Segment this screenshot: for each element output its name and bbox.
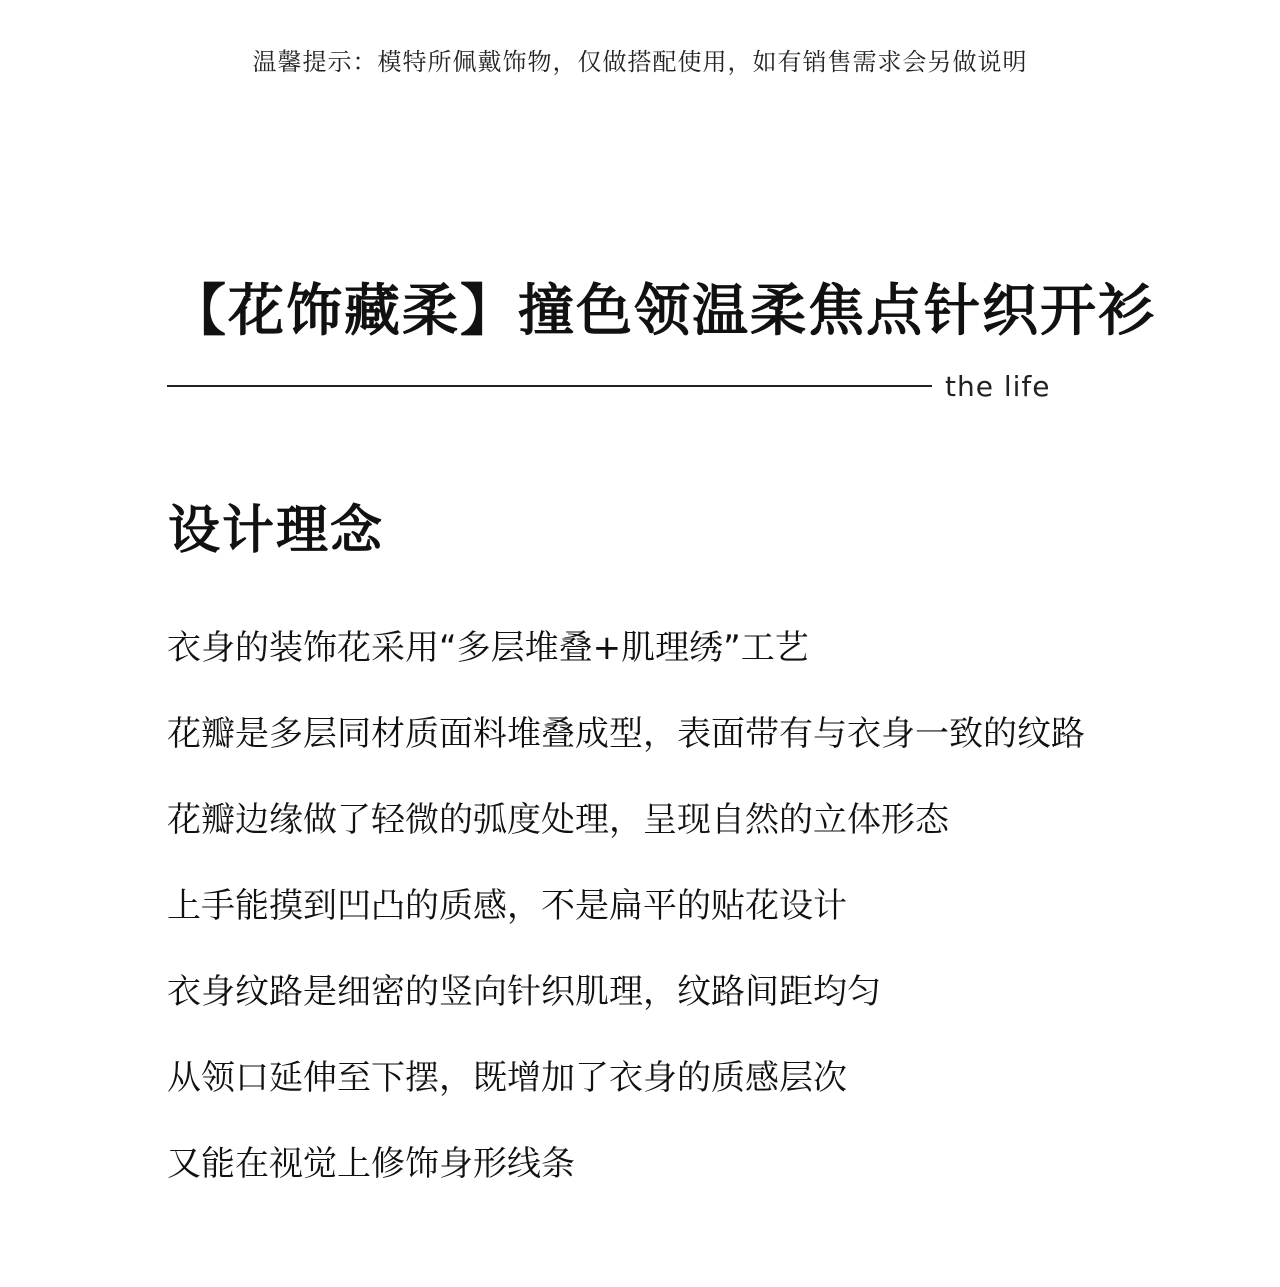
- description-line: 上手能摸到凹凸的质感，不是扁平的贴花设计: [167, 886, 847, 926]
- tagline: the life: [945, 370, 1051, 403]
- description-line: 花瓣边缘做了轻微的弧度处理，呈现自然的立体形态: [167, 800, 949, 840]
- section-heading: 设计理念: [168, 501, 385, 561]
- divider-line: [167, 385, 932, 387]
- description-line: 衣身的装饰花采用“多层堆叠+肌理绣”工艺: [167, 628, 809, 668]
- description-line: 花瓣是多层同材质面料堆叠成型，表面带有与衣身一致的纹路: [167, 714, 1085, 754]
- design-description-list: [167, 618, 1267, 1220]
- description-line: 又能在视觉上修饰身形线条: [167, 1144, 575, 1184]
- product-title: 【花饰藏柔】撞色领温柔焦点针织开衫: [170, 279, 1156, 344]
- notice-text: 温馨提示：模特所佩戴饰物，仅做搭配使用，如有销售需求会另做说明: [252, 48, 1028, 76]
- description-line: 衣身纹路是细密的竖向针织肌理，纹路间距均匀: [167, 972, 881, 1012]
- description-line: 从领口延伸至下摆，既增加了衣身的质感层次: [167, 1058, 847, 1098]
